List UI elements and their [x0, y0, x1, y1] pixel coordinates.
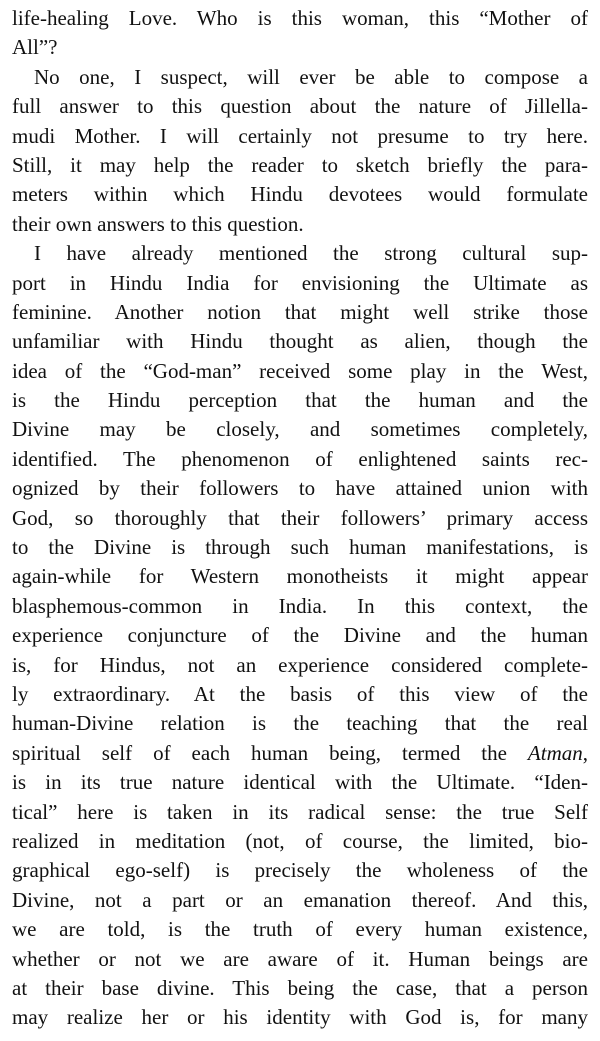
- text-line: ognized by their followers to have attained union with: [12, 476, 588, 501]
- text-line: is the Hindu perception that the human and the: [12, 388, 588, 413]
- text-line: their own answers to this question.: [12, 211, 304, 236]
- text-line: is, for Hindus, not an experience considered complete-: [12, 652, 588, 677]
- text-line: idea of the “God-man” received some play in the West,: [12, 358, 588, 383]
- text-line: full answer to this question about the nature of Jillella-: [12, 94, 588, 119]
- text-line: meters within which Hindu devotees would formulate: [12, 182, 588, 207]
- text-line: realized in meditation (not, of course, the limited, bio-: [12, 828, 588, 853]
- text-line: graphical ego-self) is precisely the wholeness of the: [12, 858, 588, 883]
- text-line: unfamiliar with Hindu thought as alien, though the: [12, 329, 588, 354]
- text-line: mudi Mother. I will certainly not presume to try here.: [12, 123, 588, 148]
- text-line: at their base divine. This being the case, that a person: [12, 975, 588, 1000]
- text-line: port in Hindu India for envisioning the Ultimate as: [12, 270, 588, 295]
- paragraph-3: [12, 239, 588, 1033]
- text-line: tical” here is taken in its radical sense: the true Self: [12, 799, 588, 824]
- text-line: may realize her or his identity with God is, for many: [12, 1005, 588, 1030]
- text-line: God, so thoroughly that their followers’ primary access: [12, 505, 588, 530]
- text-line: Divine, not a part or an emanation thereof. And this,: [12, 887, 588, 912]
- paragraph-2: [12, 63, 588, 239]
- text-line: I have already mentioned the strong cultural sup-: [34, 241, 588, 266]
- text-line: Still, it may help the reader to sketch briefly the para-: [12, 152, 588, 177]
- text-line: No one, I suspect, will ever be able to compose a: [34, 64, 588, 89]
- book-page: [12, 4, 588, 1033]
- text-line: we are told, is the truth of every human existence,: [12, 917, 588, 942]
- text-line: experience conjuncture of the Divine and the human: [12, 623, 588, 648]
- text-line: identified. The phenomenon of enlightened saints rec-: [12, 446, 588, 471]
- text-line: whether or not we are aware of it. Human beings are: [12, 946, 588, 971]
- text-line: human-Divine relation is the teaching that the real: [12, 711, 588, 736]
- text-line: life-healing Love. Who is this woman, this “Mother of: [12, 6, 588, 30]
- paragraph-1: [12, 4, 588, 63]
- text-line: feminine. Another notion that might well strike those: [12, 299, 588, 324]
- text-line: is in its true nature identical with the Ultimate. “Iden-: [12, 770, 588, 795]
- text-line: ly extraordinary. At the basis of this view of the: [12, 681, 588, 706]
- text-line: to the Divine is through such human manifestations, is: [12, 535, 588, 560]
- text-line-with-atman: spiritual self of each human being, termed the Atman,: [12, 740, 588, 765]
- text-line: again-while for Western monotheists it might appear: [12, 564, 588, 589]
- text-line: blasphemous-common in India. In this context, the: [12, 593, 588, 618]
- text-line: Divine may be closely, and sometimes completely,: [12, 417, 588, 442]
- text-line: All”?: [12, 35, 58, 60]
